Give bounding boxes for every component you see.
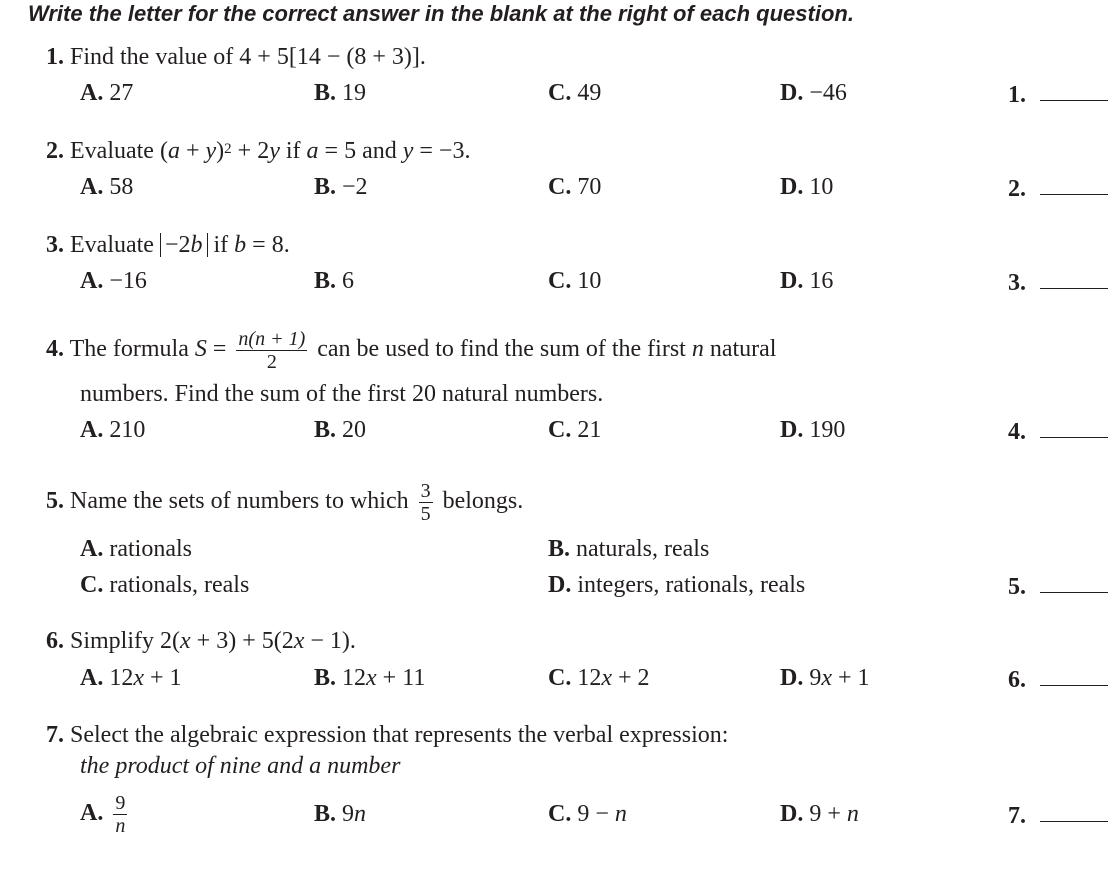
question-number: 6. <box>46 628 64 654</box>
answer-blank[interactable] <box>1040 288 1108 289</box>
choice-d[interactable]: D. 190 <box>780 417 846 443</box>
question-5-stem: 5. Name the sets of numbers to which $\frac{3}{5}$ belongs. <box>46 480 524 525</box>
choice-c[interactable]: C. rationals, reals <box>80 572 250 598</box>
answer-blank[interactable] <box>1040 685 1108 686</box>
choice-c[interactable]: C. 49 <box>548 80 602 106</box>
answer-label: 4. <box>1008 419 1026 445</box>
choice-a[interactable]: A. 210 <box>80 417 146 443</box>
fraction: $\frac{9}{n}$ <box>115 792 126 837</box>
choice-b[interactable]: B. 20 <box>314 417 367 443</box>
question-number: 7. <box>46 722 64 748</box>
question-number: 1. <box>46 44 64 70</box>
choice-c[interactable]: C. 10 <box>548 268 602 294</box>
question-text: Find the value of 4 + 5[14 − (8 + 3)]. <box>70 44 426 70</box>
choice-c[interactable]: C. 70 <box>548 174 602 200</box>
choice-a[interactable]: A. 12x + 1 <box>80 665 182 691</box>
choice-a[interactable]: A. 27 <box>80 80 134 106</box>
question-7-stem: 7. Select the algebraic expression that represents the verbal expression: <box>46 722 729 748</box>
answer-label: 1. <box>1008 82 1026 108</box>
choice-a[interactable]: A. $\frac{9}{n}$ <box>80 792 126 837</box>
question-number: 4. <box>46 336 64 363</box>
choice-d[interactable]: D. 10 <box>780 174 834 200</box>
choice-b[interactable]: B. 12x + 11 <box>314 665 426 691</box>
fraction: $\frac{n(n + 1)}{2}$ <box>238 328 306 373</box>
choice-d[interactable]: D. 16 <box>780 268 834 294</box>
choice-b[interactable]: B. 9n <box>314 801 367 827</box>
choice-a[interactable]: A. −16 <box>80 268 147 294</box>
question-6-stem: 6. Simplify 2(x + 3) + 5(2x − 1). <box>46 628 356 654</box>
answer-blank[interactable] <box>1040 592 1108 593</box>
choice-a[interactable]: A. rationals <box>80 536 192 562</box>
answer-blank[interactable] <box>1040 437 1108 438</box>
question-number: 5. <box>46 488 64 515</box>
answer-label: 6. <box>1008 667 1026 693</box>
question-4-stem: 4. The formula S = $\frac{n(n + 1)}{2}$ can be used to find the sum of the first n natural <box>46 328 777 373</box>
answer-blank[interactable] <box>1040 821 1108 822</box>
fraction: $\frac{3}{5}$ <box>420 480 431 525</box>
question-2-stem: 2. Evaluate $(a + y)^2 + 2y$ if a = 5 and y = −3. <box>46 138 471 164</box>
choice-c[interactable]: C. 12x + 2 <box>548 665 650 691</box>
answer-blank[interactable] <box>1040 100 1108 101</box>
question-7-stem-line2: the product of nine and a number <box>80 753 401 779</box>
question-3-stem: 3. Evaluate −2b if b = 8. <box>46 232 290 258</box>
question-1-stem <box>46 42 426 72</box>
choice-c[interactable]: C. 9 − n <box>548 801 627 827</box>
choice-d[interactable]: D. 9 + n <box>780 801 859 827</box>
choice-d[interactable]: D. −46 <box>780 80 847 106</box>
answer-label: 3. <box>1008 270 1026 296</box>
answer-blank[interactable] <box>1040 194 1108 195</box>
choice-d[interactable]: D. 9x + 1 <box>780 665 870 691</box>
choice-d[interactable]: D. integers, rationals, reals <box>548 572 806 598</box>
choice-a[interactable]: A. 58 <box>80 174 134 200</box>
answer-label: 2. <box>1008 176 1026 202</box>
choice-b[interactable]: B. −2 <box>314 174 368 200</box>
choice-c[interactable]: C. 21 <box>548 417 602 443</box>
answer-label: 5. <box>1008 574 1026 600</box>
choice-b[interactable]: B. 19 <box>314 80 367 106</box>
question-4-stem-line2: numbers. Find the sum of the first 20 natural numbers. <box>80 381 604 407</box>
answer-label: 7. <box>1008 803 1026 829</box>
instructions: Write the letter for the correct answer in the blank at the right of each question. <box>28 1 854 26</box>
choice-b[interactable]: B. 6 <box>314 268 355 294</box>
question-number: 2. <box>46 138 64 164</box>
absolute-value: −2b <box>160 233 208 257</box>
question-number: 3. <box>46 232 64 258</box>
choice-b[interactable]: B. naturals, reals <box>548 536 710 562</box>
